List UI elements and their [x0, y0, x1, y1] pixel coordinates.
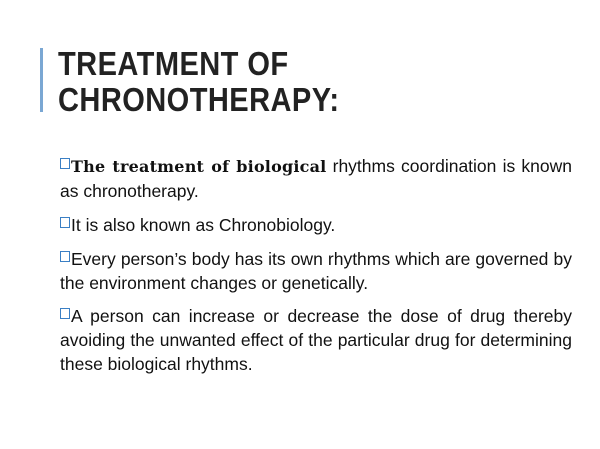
- checkbox-square-icon: [60, 308, 70, 319]
- bullet-item: [60, 304, 572, 376]
- slide-title: [58, 46, 340, 118]
- bullet-text: rhythms coordination is known as chronotherapy.: [60, 156, 573, 201]
- bullet-text: A person can increase or decrease the dose of drug thereby avoiding the unwanted effect of the particular drug for determining these biological rhythms.: [60, 306, 572, 374]
- checkbox-square-icon: [60, 251, 70, 262]
- title-line-1: TREATMENT OF: [58, 45, 289, 82]
- title-line-2: CHRONOTHERAPY:: [58, 81, 340, 118]
- bullet-list: [60, 154, 572, 376]
- bullet-text: Every person’s body has its own rhythms which are governed by the environment changes or genetically.: [60, 249, 572, 293]
- bullet-text: It is also known as Chronobiology.: [71, 215, 336, 235]
- title-accent-bar: [40, 48, 43, 112]
- checkbox-square-icon: [60, 217, 70, 228]
- bullet-item: [60, 154, 572, 203]
- bullet-item: [60, 213, 572, 237]
- bullet-item: [60, 247, 572, 295]
- bullet-lead-text: The treatment of biological: [71, 157, 327, 176]
- checkbox-square-icon: [60, 158, 70, 169]
